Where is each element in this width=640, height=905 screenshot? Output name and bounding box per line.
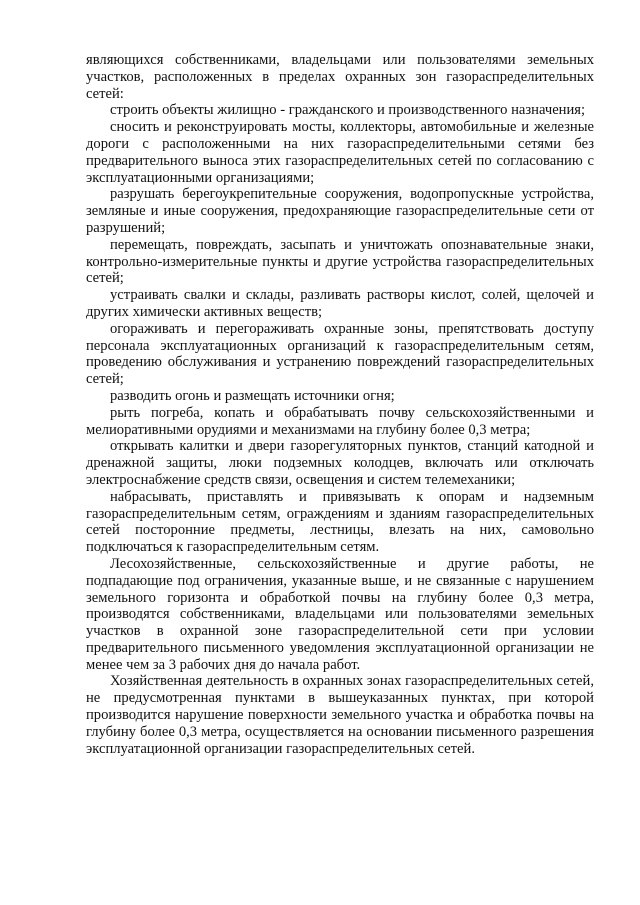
paragraph-item-fencing: огораживать и перегораживать охранные зоны, препятствовать доступу персонала эксплуатационных организаций к газораспределительным сетям, проведению обслуживания и устранению повреждений газораспределительных сетей;	[86, 320, 594, 388]
paragraph-item-demolish: сносить и реконструировать мосты, коллекторы, автомобильные и железные дороги с расположенными на них газораспределительными сетями без предварительного выноса этих газораспределительных сетей по согласованию с эксплуатационными организациями;	[86, 119, 594, 186]
paragraph-item-digging: рыть погреба, копать и обрабатывать почву сельскохозяйственными и мелиоративными орудиями и механизмами на глубину более 0,3 метра;	[86, 404, 594, 438]
paragraph-item-attach: набрасывать, приставлять и привязывать к опорам и надземным газораспределительным сетям, ограждениям и зданиям газораспределительных сетей посторонние предметы, лестницы, влезать на них, самовольно подключаться к газораспределительным сетям.	[86, 488, 594, 556]
document-page	[86, 52, 594, 757]
paragraph-item-dumps: устраивать свалки и склады, разливать растворы кислот, солей, щелочей и других химически активных веществ;	[86, 287, 594, 320]
paragraph-item-fire: разводить огонь и размещать источники огня;	[110, 387, 395, 404]
paragraph-item-doors: открывать калитки и двери газорегуляторных пунктов, станций катодной и дренажной защиты, люки подземных колодцев, включать или отключать электроснабжение средств связи, освещения и систем телемеханики;	[86, 438, 594, 488]
paragraph-item-signs: перемещать, повреждать, засыпать и уничтожать опознавательные знаки, контрольно-измерительные пункты и другие устройства газораспределительных сетей;	[86, 236, 594, 287]
paragraph-continuation: являющихся собственниками, владельцами или пользователями земельных участков, расположенных в пределах охранных зон газораспределительных сетей:	[86, 52, 594, 102]
paragraph-item-build: строить объекты жилищно - гражданского и производственного назначения;	[110, 102, 586, 119]
paragraph-item-destroy-structures: разрушать берегоукрепительные сооружения, водопропускные устройства, земляные и иные сооружения, предохраняющие газораспределительные сети от разрушений;	[86, 186, 594, 236]
paragraph-economic-activity: Хозяйственная деятельность в охранных зонах газораспределительных сетей, не предусмотренная пунктами в вышеуказанных пунктах, при которой производится нарушение поверхности земельного участка и обработка почвы на глубину более 0,3 метра, осуществляется на основании письменного разрешения эксплуатационной организации газораспределительных сетей.	[86, 673, 594, 757]
paragraph-forestry-works: Лесохозяйственные, сельскохозяйственные и другие работы, не подпадающие под ограничения, указанные выше, и не связанные с нарушением земельного горизонта и обработкой почвы на глубину более 0,3 метра, производятся собственниками, владельцами или пользователями земельных участков в охранной зоне газораспределительной сети при условии предварительного письменного уведомления эксплуатационной организации не менее чем за 3 рабочих дня до начала работ.	[86, 555, 594, 673]
